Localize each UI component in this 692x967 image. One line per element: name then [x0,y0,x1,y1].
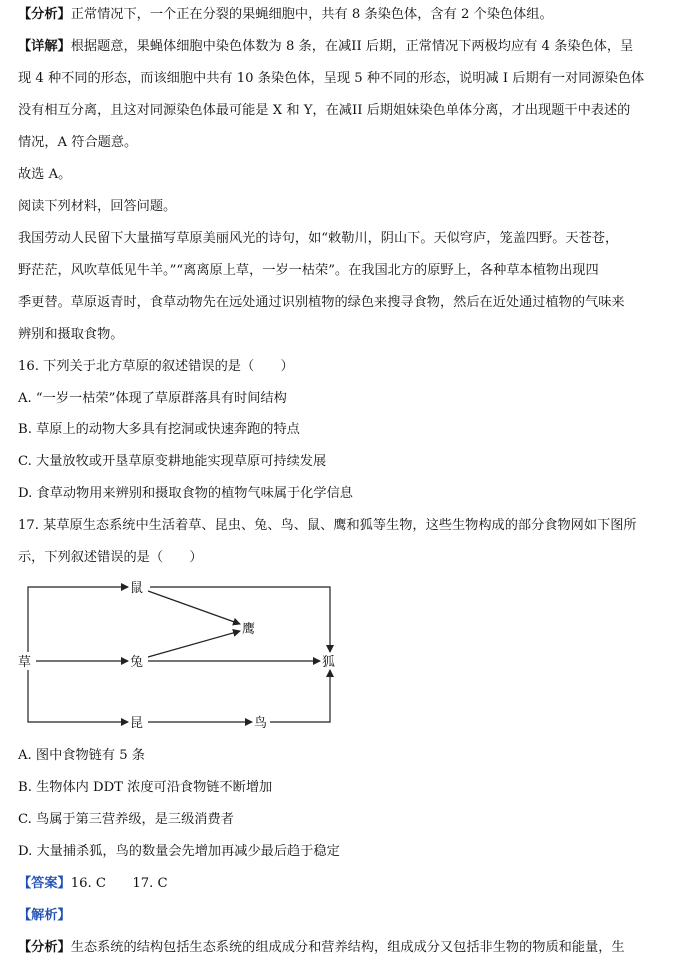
question-17-option-b: B. 生物体内 DDT 浓度可沿食物链不断增加 [18,780,273,795]
question-17-stem-line-2: 示，下列叙述错误的是（ ） [18,550,203,565]
analysis-last-text: 生态系统的结构包括生态系统的组成成分和营养结构，组成成分又包括非生物的物质和能量，生 [70,940,625,955]
edge-grass-insect [28,670,128,722]
node-hawk: 鹰 [242,622,256,637]
node-insect: 昆 [130,716,144,731]
answer-tag: 【答案】 [18,876,71,891]
material-line-1: 我国劳动人民留下大量描写草原美丽风光的诗句，如“敕勒川，阴山下。天似穹庐，笼盖四野。天苍苍， [18,231,619,246]
node-mouse: 鼠 [130,581,144,596]
analysis-heading [18,906,678,926]
analysis-text: 正常情况下，一个正在分裂的果蝇细胞中，共有 8 条染色体，含有 2 个染色体组。 [70,7,553,22]
edge-bird-fox [270,670,330,722]
analysis-tag: 【分析】 [18,7,71,22]
question-17-option-c: C. 鸟属于第三营养级，是三级消费者 [18,812,234,827]
node-rabbit: 兔 [130,655,144,670]
analysis-heading-tag: 【解析】 [18,908,71,923]
node-bird: 鸟 [254,716,268,731]
node-fox: 狐 [322,655,336,670]
question-16-option-c: C. 大量放牧或开垦草原变耕地能实现草原可持续发展 [18,454,327,469]
food-web-diagram [14,572,344,732]
edge-mouse-hawk [148,591,240,624]
question-16-option-d: D. 食草动物用来辨别和摄取食物的植物气味属于化学信息 [18,486,353,501]
detail-line-4: 情况，A 符合题意。 [18,135,138,150]
edge-mouse-fox [150,587,330,652]
detail-line-1 [18,37,678,57]
edge-grass-mouse [28,587,128,652]
question-17-option-a: A. 图中食物链有 5 条 [18,748,145,763]
answer-line [18,874,678,894]
question-16-stem: 16. 下列关于北方草原的叙述错误的是（ ） [18,359,294,374]
detail-tag: 【详解】 [18,39,71,54]
material-line-3: 季更替。草原返青时，食草动物先在远处通过识别植物的绿色来搜寻食物，然后在近处通过植物的气味来 [18,295,625,310]
analysis-paragraph-1 [18,5,678,25]
material-line-2: 野茫茫，风吹草低见牛羊。”“离离原上草，一岁一枯荣”。在我国北方的原野上，各种草本植物出现四 [18,263,599,278]
question-16-option-b: B. 草原上的动物大多具有挖洞或快速奔跑的特点 [18,422,300,437]
analysis-last-tag: 【分析】 [18,940,71,955]
answer-text: 16. C 17. C [70,876,168,891]
detail-line-3: 没有相互分离，且这对同源染色体最可能是 X 和 Y，在减II 后期姐妹染色单体分离，才出现题干中表述的 [18,103,631,118]
edge-rabbit-hawk [148,631,240,657]
detail-text: 根据题意，果蝇体细胞中染色体数为 8 条，在减II 后期，正常情况下两极均应有 4 条染色体，呈 [70,39,634,54]
detail-line-2: 现 4 种不同的形态，而该细胞中共有 10 条染色体，呈现 5 种不同的形态，说明减 I 后期有一对同源染色体 [18,71,645,86]
reading-instruction: 阅读下列材料，回答问题。 [18,199,177,214]
question-17-option-d: D. 大量捕杀狐，鸟的数量会先增加再减少最后趋于稳定 [18,844,340,859]
node-grass: 草 [18,655,32,670]
choose-answer-line: 故选 A。 [18,167,72,182]
question-16-option-a: A. “一岁一枯荣”体现了草原群落具有时间结构 [18,391,287,406]
material-line-4: 辨别和摄取食物。 [18,327,124,342]
question-17-stem-line-1: 17. 某草原生态系统中生活着草、昆虫、兔、鸟、鼠、鹰和狐等生物，这些生物构成的部分食物网如下图所 [18,518,637,533]
analysis-paragraph-last [18,938,678,958]
